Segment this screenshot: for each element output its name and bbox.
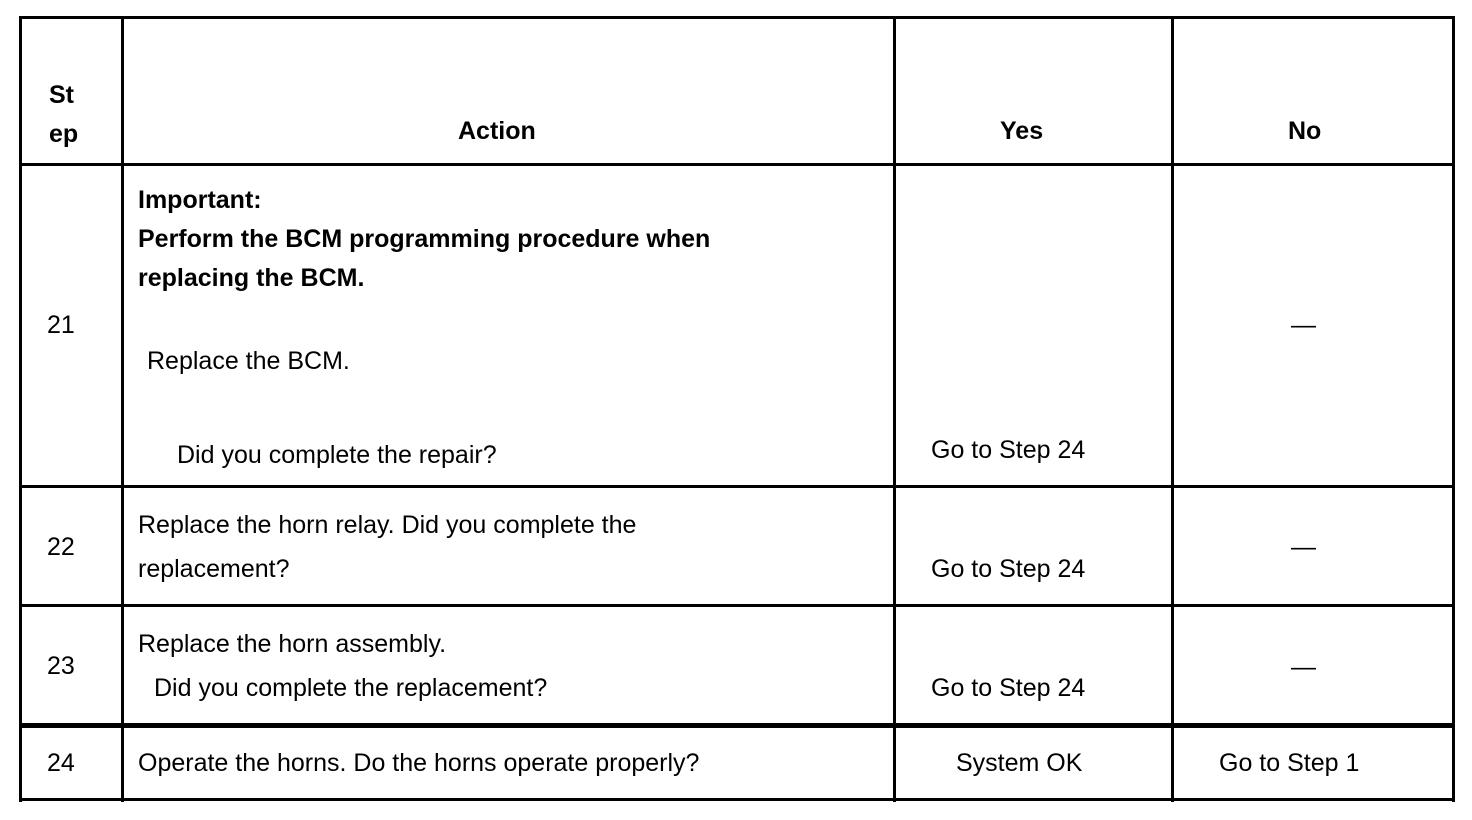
- table-top-border: [19, 16, 1455, 19]
- diagnostic-table: [19, 16, 1455, 802]
- column-divider: [121, 16, 124, 802]
- action-question: Did you complete the replacement?: [154, 674, 548, 702]
- action-text: Replace the horn assembly.: [138, 630, 447, 658]
- step-number: 23: [47, 652, 75, 680]
- yes-result: Go to Step 24: [931, 436, 1086, 464]
- row-divider: [19, 485, 1455, 488]
- column-divider: [893, 16, 896, 802]
- step-number: 22: [47, 533, 75, 561]
- yes-result: Go to Step 24: [931, 555, 1086, 583]
- header-step: [49, 76, 78, 154]
- action-text: Replace the horn relay. Did you complete the: [138, 511, 637, 539]
- header-step-line1: St: [49, 81, 74, 109]
- action-text: Replace the BCM.: [147, 347, 350, 375]
- yes-result: Go to Step 24: [931, 674, 1086, 702]
- table-bottom-border: [19, 798, 1455, 801]
- important-label: Important:: [138, 186, 262, 214]
- row-divider: [19, 723, 1455, 728]
- no-result: Go to Step 1: [1219, 749, 1360, 777]
- action-text: Operate the horns. Do the horns operate properly?: [138, 749, 700, 777]
- column-divider: [1171, 16, 1174, 802]
- action-question: Did you complete the repair?: [177, 441, 497, 469]
- action-text-line2: replacement?: [138, 555, 290, 583]
- no-result: —: [1291, 653, 1316, 681]
- header-no: No: [1288, 117, 1322, 145]
- yes-result: System OK: [956, 749, 1083, 777]
- header-action: Action: [458, 117, 536, 145]
- header-yes: Yes: [1000, 117, 1044, 145]
- important-note-line2: replacing the BCM.: [138, 264, 365, 292]
- step-number: 24: [47, 749, 75, 777]
- row-divider: [19, 604, 1455, 607]
- header-step-line2: ep: [49, 120, 79, 148]
- important-note-line1: Perform the BCM programming procedure when: [138, 225, 711, 253]
- header-bottom-border: [19, 163, 1455, 166]
- table-right-border: [1452, 16, 1455, 802]
- step-number: 21: [47, 311, 75, 339]
- no-result: —: [1291, 311, 1316, 339]
- no-result: —: [1291, 533, 1316, 561]
- table-left-border: [19, 16, 22, 802]
